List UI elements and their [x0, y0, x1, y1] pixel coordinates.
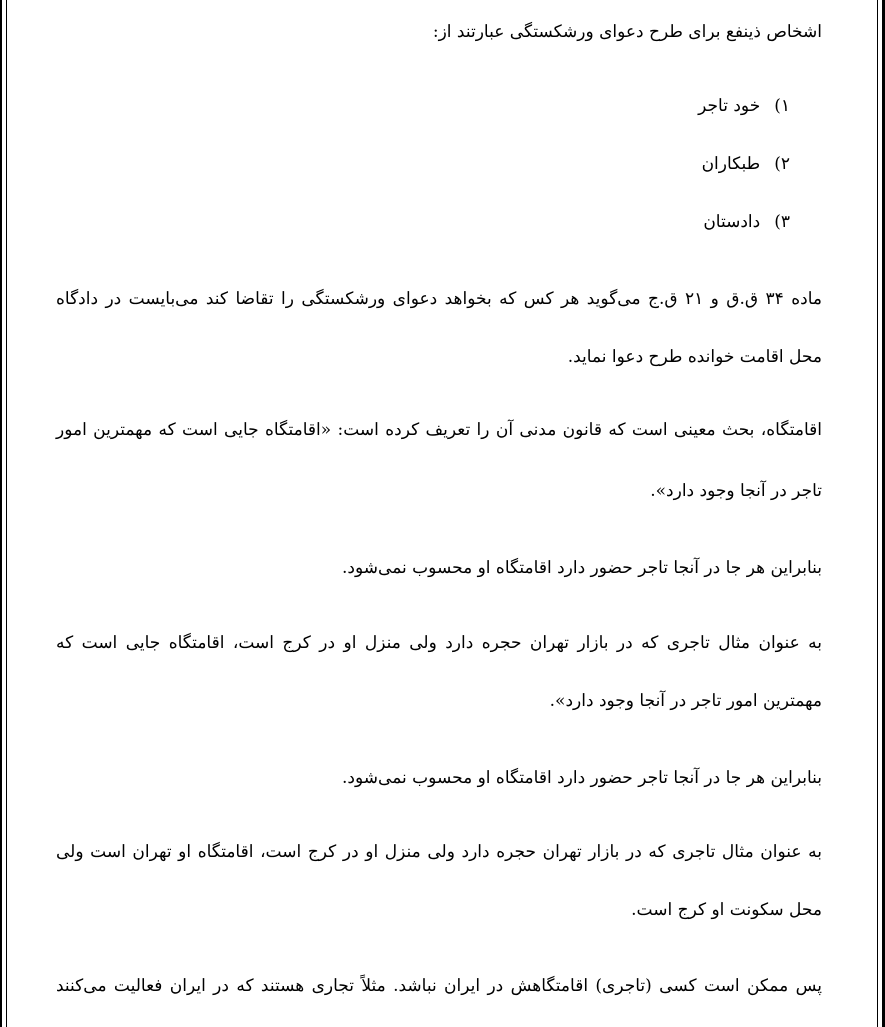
paragraph-line: پس ممکن است کسی (تاجری) اقامتگاهش در ایران نباشد. مثلاً تجاری هستند که در ایران فعالیت می‌کنند: [56, 976, 822, 996]
list-item-number: ۱): [774, 96, 790, 116]
paragraph-line: ماده ۳۴ ق.ق و ۲۱ ق.ج می‌گوید هر کس که بخواهد دعوای ورشکستگی را تقاضا کند می‌بایست در دادگاه: [56, 289, 822, 309]
paragraph-line: به عنوان مثال تاجری که در بازار تهران حجره دارد ولی منزل او در کرج است، اقامتگاه او تهران است ولی: [56, 842, 822, 862]
paragraph-line: محل سکونت او کرج است.: [631, 900, 822, 920]
list-item-number: ۳): [774, 212, 790, 232]
list-item: [703, 210, 790, 234]
page-border-right-inner: [877, 0, 878, 1027]
paragraph-line: بنابراین هر جا در آنجا تاجر حضور دارد اقامتگاه او محسوب نمی‌شود.: [342, 558, 822, 578]
paragraph-line: به عنوان مثال تاجری که در بازار تهران حجره دارد ولی منزل او در کرج است، اقامتگاه جایی است که: [56, 633, 822, 653]
paragraph-line: تاجر در آنجا وجود دارد».: [650, 481, 822, 501]
page-border-left-outer: [0, 0, 2, 1027]
paragraph-line: بنابراین هر جا در آنجا تاجر حضور دارد اقامتگاه او محسوب نمی‌شود.: [342, 768, 822, 788]
list-item: [698, 94, 790, 118]
paragraph-line: اقامتگاه، بحث معینی است که قانون مدنی آن را تعریف کرده است: «اقامتگاه جایی است که مهمترین امور: [56, 420, 822, 440]
list-item-text: خود تاجر: [698, 96, 761, 116]
list-item-number: ۲): [774, 154, 790, 174]
paragraph-line: محل اقامت خوانده طرح دعوا نماید.: [567, 347, 822, 367]
paragraph-line: مهمترین امور تاجر در آنجا وجود دارد».: [549, 691, 822, 711]
list-item: [702, 152, 790, 176]
list-item-text: دادستان: [703, 212, 761, 232]
list-item-text: طبکاران: [701, 154, 761, 174]
page-border-left-inner: [6, 0, 7, 1027]
intro-line: اشخاص ذینفع برای طرح دعوای ورشکستگی عبارتند از:: [432, 22, 822, 42]
